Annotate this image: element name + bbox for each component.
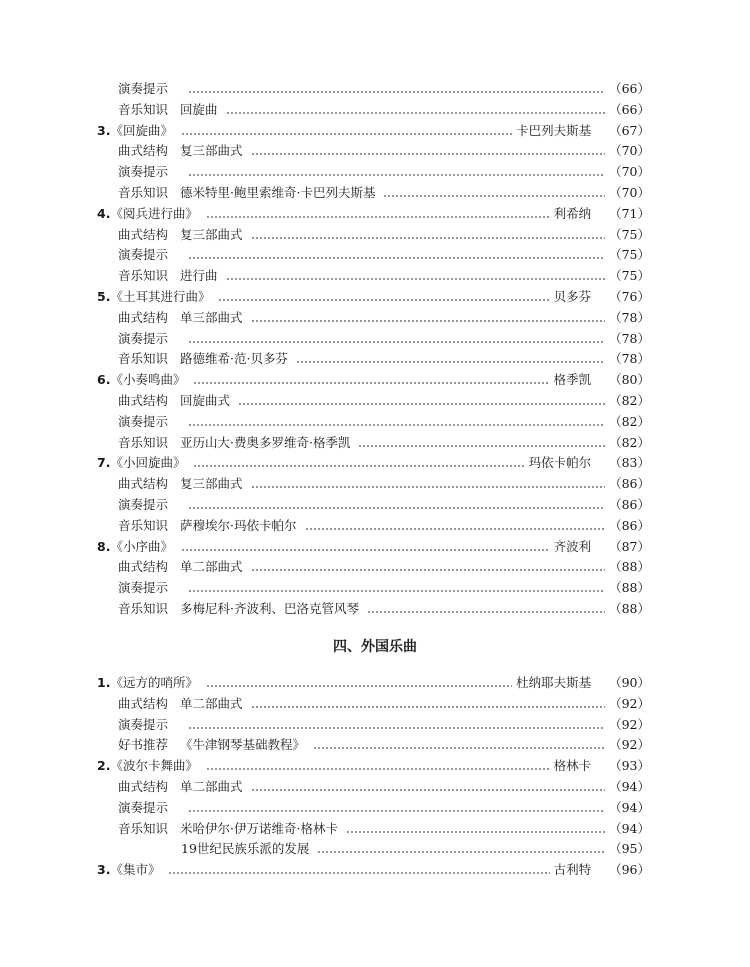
toc-entry[interactable] — [97, 287, 650, 307]
entry-composer: 卡巴列夫斯基 — [516, 122, 592, 138]
entry-title: 《波尔卡舞曲》 — [110, 758, 198, 774]
page-number: （71） — [609, 205, 650, 221]
dot-leader — [188, 341, 605, 343]
page-number: （78） — [609, 351, 650, 367]
entry-number: 3. — [97, 862, 111, 878]
dot-leader — [367, 611, 605, 613]
entry-composer: 玛依卡帕尔 — [528, 455, 592, 471]
dot-leader — [206, 685, 512, 687]
page-number: （87） — [609, 538, 650, 554]
dot-leader — [251, 486, 606, 488]
entry-title: 《小序曲》 — [110, 538, 173, 554]
page-number: （88） — [609, 580, 650, 596]
toc-subentry[interactable] — [97, 266, 650, 286]
toc-subentry[interactable] — [97, 329, 650, 349]
subentry-text: 单二部曲式 — [180, 779, 243, 794]
page-number: （88） — [609, 601, 650, 616]
dot-leader — [218, 299, 549, 301]
page-number: （95） — [609, 841, 650, 857]
subentry-text: 复三部曲式 — [180, 226, 243, 242]
entry-number: 5. — [97, 289, 111, 304]
subentry-label: 演奏提示 — [118, 716, 169, 732]
entry-title: 《回旋曲》 — [110, 122, 173, 138]
subentry-text: 进行曲 — [180, 268, 218, 284]
page-number: （70） — [609, 143, 650, 159]
subentry-label: 音乐知识 — [118, 185, 169, 200]
page-number: （80） — [609, 372, 650, 388]
toc-subentry[interactable] — [97, 599, 650, 619]
entry-composer: 贝多芬 — [553, 289, 592, 304]
toc-subentry[interactable] — [97, 557, 650, 577]
dot-leader — [188, 810, 605, 812]
dot-leader — [251, 706, 606, 708]
dot-leader — [226, 278, 606, 280]
dot-leader — [383, 195, 605, 197]
page-number: （82） — [609, 434, 650, 450]
page-number: （86） — [609, 476, 650, 492]
subentry-label: 演奏提示 — [118, 497, 169, 512]
page-number: （92） — [609, 695, 650, 711]
entry-number: 8. — [97, 538, 111, 554]
entry-title: 《土耳其进行曲》 — [110, 289, 211, 304]
toc-subentry[interactable] — [97, 474, 650, 494]
dot-leader — [346, 831, 605, 833]
page-number: （94） — [609, 779, 650, 794]
page-number: （92） — [609, 737, 650, 753]
subentry-label: 演奏提示 — [118, 330, 169, 346]
subentry-label: 演奏提示 — [118, 81, 169, 96]
subentry-label: 曲式结构 — [118, 226, 169, 242]
subentry-label: 音乐知识 — [118, 517, 169, 533]
toc-subentry[interactable] — [97, 100, 650, 120]
page-number: （67） — [609, 122, 650, 138]
subentry-text: 多梅尼科·齐波利、巴洛克管风琴 — [180, 601, 359, 616]
subentry-text: 复三部曲式 — [180, 476, 243, 492]
entry-composer: 古利特 — [553, 862, 592, 878]
toc-entry[interactable] — [97, 121, 650, 141]
page-number: （75） — [609, 247, 650, 263]
subentry-text: 回旋曲式 — [180, 393, 231, 408]
dot-leader — [251, 320, 606, 322]
subentry-label: 音乐知识 — [118, 601, 169, 616]
page-number: （83） — [609, 455, 650, 471]
dot-leader — [251, 153, 606, 155]
page-number: （92） — [609, 716, 650, 732]
toc-subentry[interactable] — [97, 839, 650, 859]
dot-leader — [188, 174, 605, 176]
subentry-label: 演奏提示 — [118, 580, 169, 596]
subentry-text: 19世纪民族乐派的发展 — [181, 841, 310, 857]
page-number: （94） — [609, 799, 650, 815]
dot-leader — [188, 257, 605, 259]
subentry-label: 曲式结构 — [118, 695, 169, 711]
toc-entry[interactable] — [97, 673, 650, 693]
toc-subentry[interactable] — [97, 412, 650, 432]
subentry-text: 路德维希·范·贝多芬 — [180, 351, 288, 367]
subentry-label: 曲式结构 — [118, 393, 169, 408]
entry-number: 3. — [97, 122, 111, 138]
toc-entry[interactable] — [97, 453, 650, 473]
dot-leader — [193, 465, 524, 467]
subentry-label: 演奏提示 — [118, 164, 169, 180]
page-number: （93） — [609, 758, 650, 774]
entry-title: 《阅兵进行曲》 — [110, 205, 198, 221]
subentry-text: 单二部曲式 — [180, 695, 243, 711]
toc-subentry[interactable] — [97, 391, 650, 411]
toc-subentry[interactable] — [97, 819, 650, 839]
toc-subentry[interactable] — [97, 694, 650, 714]
toc-subentry[interactable] — [97, 516, 650, 536]
subentry-text: 德米特里·鲍里索维奇·卡巴列夫斯基 — [180, 185, 376, 200]
toc-entry[interactable] — [97, 756, 650, 776]
subentry-label: 音乐知识 — [118, 268, 169, 284]
dot-leader — [317, 851, 605, 853]
subentry-label: 音乐知识 — [118, 820, 169, 836]
page-number: （86） — [609, 517, 650, 533]
toc-subentry[interactable] — [97, 183, 650, 203]
subentry-label: 曲式结构 — [118, 476, 169, 492]
subentry-label: 好书推荐 — [118, 737, 169, 753]
toc-subentry[interactable] — [97, 349, 650, 369]
toc-entry[interactable] — [97, 370, 650, 390]
dot-leader — [188, 507, 605, 509]
page-number: （76） — [609, 289, 650, 304]
entry-title: 《集市》 — [110, 862, 161, 878]
page-number: （88） — [609, 559, 650, 575]
page-number: （94） — [609, 820, 650, 836]
subentry-label: 演奏提示 — [118, 247, 169, 263]
entry-composer: 齐波利 — [553, 538, 592, 554]
toc-entry[interactable] — [97, 537, 650, 557]
toc-subentry[interactable] — [97, 245, 650, 265]
toc-subentry[interactable] — [97, 162, 650, 182]
entry-number: 4. — [97, 205, 111, 221]
toc-entry[interactable] — [97, 204, 650, 224]
toc-subentry[interactable] — [97, 735, 650, 755]
subentry-label: 演奏提示 — [118, 413, 169, 429]
subentry-text: 萨穆埃尔·玛依卡帕尔 — [180, 517, 297, 533]
page-number: （75） — [609, 226, 650, 242]
entry-number: 6. — [97, 372, 111, 388]
dot-leader — [188, 91, 605, 93]
page-number: （66） — [609, 81, 650, 96]
page-number: （90） — [609, 675, 650, 690]
entry-composer: 利希纳 — [553, 205, 592, 221]
page-number: （66） — [609, 101, 650, 117]
page-number: （96） — [609, 862, 650, 878]
subentry-label: 曲式结构 — [118, 143, 169, 159]
subentry-text: 米哈伊尔·伊万诺维奇·格林卡 — [180, 820, 338, 836]
toc-subentry[interactable] — [97, 495, 650, 515]
toc-subentry[interactable] — [97, 79, 650, 99]
page-number: （78） — [609, 309, 650, 325]
entry-number: 2. — [97, 758, 111, 774]
subentry-text: 单二部曲式 — [180, 559, 243, 575]
toc-subentry[interactable] — [97, 141, 650, 161]
dot-leader — [251, 569, 606, 571]
subentry-label: 曲式结构 — [118, 779, 169, 794]
toc-subentry[interactable] — [97, 433, 650, 453]
subentry-label: 演奏提示 — [118, 799, 169, 815]
toc-subentry[interactable] — [97, 578, 650, 598]
dot-leader — [296, 361, 605, 363]
subentry-label: 音乐知识 — [118, 101, 169, 117]
entry-composer: 格季凯 — [553, 372, 592, 388]
dot-leader — [251, 237, 606, 239]
entry-title: 《小奏鸣曲》 — [110, 372, 186, 388]
dot-leader — [358, 445, 605, 447]
entry-title: 《小回旋曲》 — [110, 455, 186, 471]
section-title: 四、外国乐曲 — [333, 639, 417, 655]
dot-leader — [313, 747, 605, 749]
toc-subentry[interactable] — [97, 798, 650, 818]
dot-leader — [193, 382, 549, 384]
dot-leader — [305, 528, 606, 530]
dot-leader — [188, 727, 605, 729]
dot-leader — [188, 424, 605, 426]
entry-composer: 格林卡 — [553, 758, 592, 774]
page-number: （86） — [609, 497, 650, 512]
dot-leader — [206, 768, 550, 770]
page-number: （75） — [609, 268, 650, 284]
entry-number: 7. — [97, 455, 111, 471]
subentry-label: 曲式结构 — [118, 559, 169, 575]
subentry-text: 单三部曲式 — [180, 309, 243, 325]
entry-number: 1. — [97, 675, 111, 690]
dot-leader — [168, 872, 549, 874]
subentry-text: 亚历山大·费奥多罗维奇·格季凯 — [180, 434, 351, 450]
dot-leader — [181, 549, 550, 551]
toc-subentry[interactable] — [97, 308, 650, 328]
dot-leader — [206, 216, 550, 218]
dot-leader — [238, 403, 605, 405]
subentry-label: 音乐知识 — [118, 351, 169, 367]
page-number: （70） — [609, 164, 650, 180]
toc-subentry[interactable] — [97, 225, 650, 245]
page-number: （78） — [609, 330, 650, 346]
page-number: （82） — [609, 413, 650, 429]
subentry-label: 音乐知识 — [118, 434, 169, 450]
subentry-text: 《牛津钢琴基础教程》 — [180, 737, 306, 753]
dot-leader — [181, 133, 512, 135]
entry-title: 《远方的哨所》 — [110, 675, 198, 690]
dot-leader — [188, 590, 605, 592]
subentry-text: 回旋曲 — [180, 101, 218, 117]
toc-entry[interactable] — [97, 860, 650, 880]
page-number: （82） — [609, 393, 650, 408]
subentry-label: 曲式结构 — [118, 309, 169, 325]
subentry-text: 复三部曲式 — [180, 143, 243, 159]
toc-subentry[interactable] — [97, 715, 650, 735]
entry-composer: 杜纳耶夫斯基 — [516, 675, 592, 690]
page-number: （70） — [609, 185, 650, 200]
dot-leader — [226, 112, 606, 114]
dot-leader — [251, 789, 606, 791]
toc-subentry[interactable] — [97, 777, 650, 797]
